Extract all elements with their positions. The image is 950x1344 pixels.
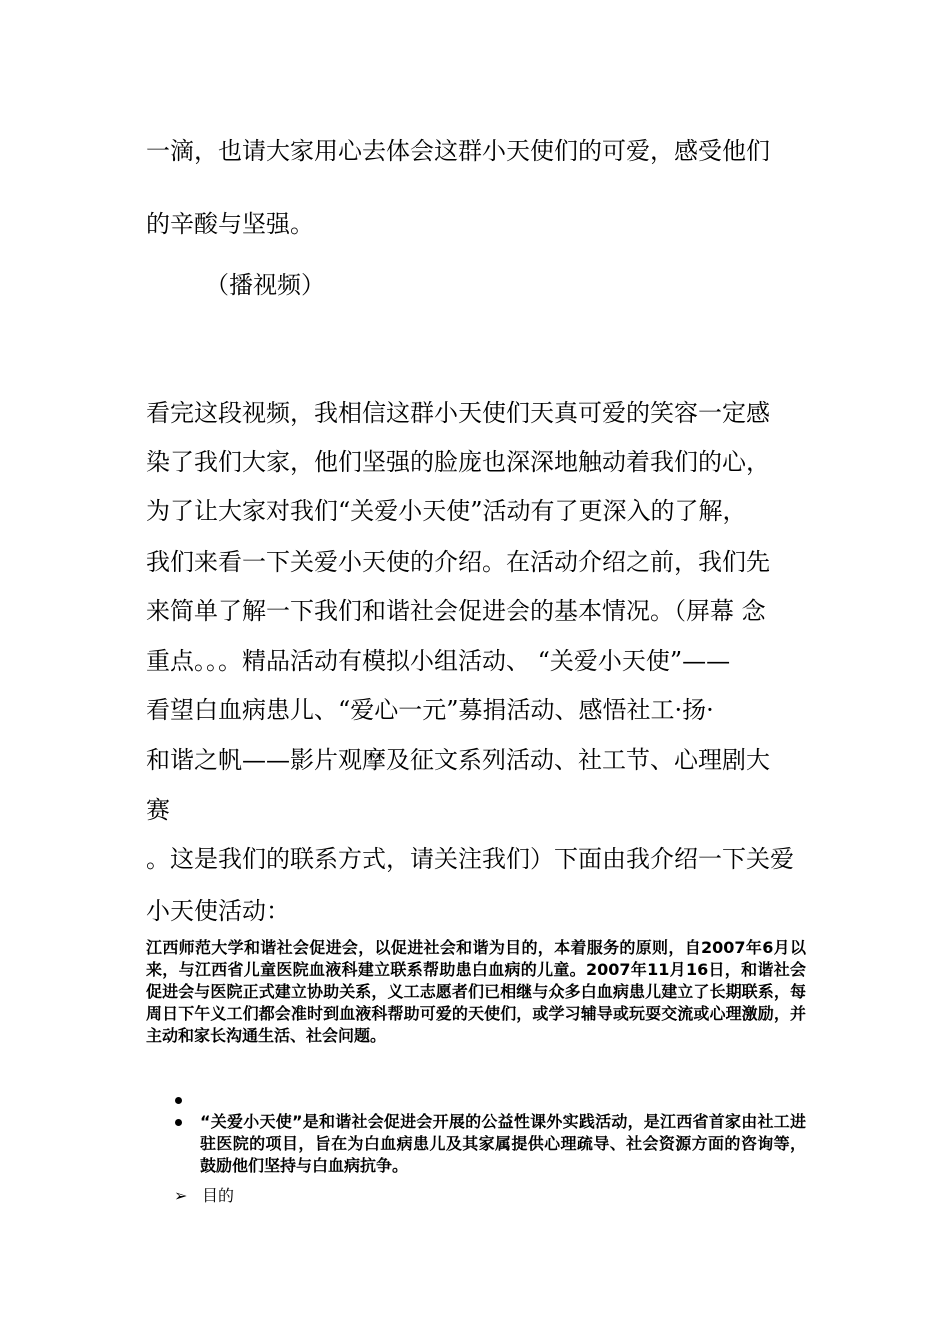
intro-paragraph: 江西师范大学和谐社会促进会，以促进社会和谐为目的，本着服务的原则，自2007年6月以来，与江西省儿童医院血液科建立联系帮助患白血病的儿童。2007年11月16日，和谐社会促进会与医院正式建立协助关系，义工志愿者们已相继与众多白血病患儿建立了长期联系，每周日下午义工们都会准时到血液科帮助可爱的天使们，或学习辅导或玩耍交流或心理激励，并主动和家长沟通生活、社会问题。: [146, 938, 806, 1045]
paragraph-line: 为了让大家对我们“关爱小天使”活动有了更深入的了解，: [146, 497, 747, 525]
paragraph-line: 赛: [146, 796, 170, 824]
paragraph-line: 一滴，也请大家用心去体会这群小天使们的可爱，感受他们: [146, 137, 770, 165]
list-item: [146, 1089, 806, 1111]
play-video-note: （播视频）: [205, 271, 325, 299]
paragraph-line: 小天使活动：: [146, 897, 290, 925]
list-item: [146, 1111, 806, 1177]
bullet-dot-icon: [175, 1119, 182, 1126]
sub-item-label: 目的: [202, 1186, 235, 1205]
bullet-dot-icon: [175, 1097, 182, 1104]
sub-list-item: [174, 1185, 234, 1207]
paragraph-line: 的辛酸与坚强。: [146, 210, 314, 238]
paragraph-line: 和谐之帆——影片观摩及征文系列活动、社工节、心理剧大: [146, 746, 770, 774]
paragraph-line: 我们来看一下关爱小天使的介绍。在活动介绍之前，我们先: [146, 548, 770, 576]
paragraph-line: 重点。。。精品活动有模拟小组活动、 “关爱小天使”——: [146, 647, 731, 675]
paragraph-line: 看望白血病患儿、“爱心一元”募捐活动、感悟社工·扬·: [146, 696, 714, 724]
paragraph-line: 来简单了解一下我们和谐社会促进会的基本情况。（屏幕 念: [146, 597, 766, 625]
arrow-bullet-icon: ➢: [174, 1186, 188, 1205]
paragraph-line: 染了我们大家，他们坚强的脸庞也深深地触动着我们的心，: [146, 448, 770, 476]
paragraph-line: 。这是我们的联系方式，请关注我们）下面由我介绍一下关爱: [146, 845, 794, 873]
bullet-list: [146, 1089, 806, 1177]
bullet-text: “关爱小天使”是和谐社会促进会开展的公益性课外实践活动，是江西省首家由社工进驻医院的项目，旨在为白血病患儿及其家属提供心理疏导、社会资源方面的咨询等，鼓励他们坚持与白血病抗争。: [200, 1112, 806, 1175]
paragraph-line: 看完这段视频，我相信这群小天使们天真可爱的笑容一定感: [146, 399, 770, 427]
